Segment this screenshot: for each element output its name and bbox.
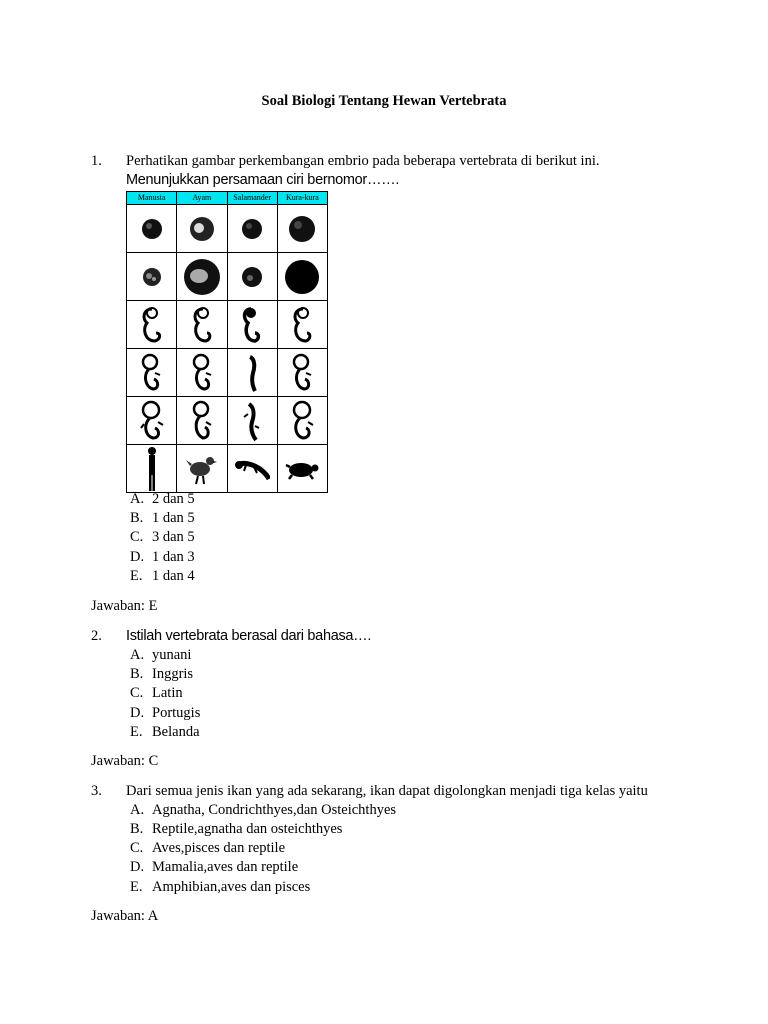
question-2-text: Istilah vertebrata berasal dari bahasa….	[126, 628, 372, 644]
q2-option-c	[130, 684, 183, 703]
embryo-sphere-icon	[284, 259, 320, 295]
embryo-cell	[227, 349, 277, 397]
question-1-text-line2: Menunjukkan persamaan ciri bernomor…….	[126, 172, 400, 188]
embryo-cell	[227, 301, 277, 349]
option-text: Reptile,agnatha dan osteichthyes	[152, 821, 343, 837]
option-letter: C.	[130, 840, 144, 856]
q3-option-b	[130, 820, 342, 839]
embryo-cell	[127, 349, 177, 397]
option-letter: C.	[130, 685, 144, 701]
option-letter: B.	[130, 510, 144, 526]
option-letter: B.	[130, 821, 144, 837]
embryo-cell	[127, 205, 177, 253]
chicken-icon	[185, 452, 219, 486]
fetus-icon	[138, 400, 166, 442]
embryo-cell	[177, 205, 227, 253]
option-text: Portugis	[152, 705, 201, 721]
embryo-sphere-icon	[140, 217, 164, 241]
curled-embryo-icon	[139, 305, 165, 345]
q2-option-e	[130, 723, 200, 742]
option-text: 2 dan 5	[152, 491, 195, 507]
q2-option-d	[130, 704, 200, 723]
option-text: Amphibian,aves dan pisces	[152, 879, 311, 895]
fetus-icon	[241, 400, 263, 442]
q1-option-d	[130, 548, 195, 567]
embryo-cell	[227, 397, 277, 445]
embryo-development-figure	[126, 191, 328, 489]
option-letter: D.	[130, 705, 145, 721]
question-2-number: 2.	[91, 628, 102, 644]
option-text: 1 dan 5	[152, 510, 195, 526]
embryo-cell	[277, 397, 327, 445]
page-title: Soal Biologi Tentang Hewan Vertebrata	[261, 93, 507, 109]
embryo-cell	[177, 349, 227, 397]
curled-embryo-icon	[289, 305, 315, 345]
option-text: Belanda	[152, 724, 200, 740]
curled-embryo-icon	[239, 305, 265, 345]
option-text: Aves,pisces dan reptile	[152, 840, 286, 856]
option-letter: D.	[130, 859, 145, 875]
q2-option-b	[130, 665, 193, 684]
q2-option-a	[130, 646, 191, 665]
q3-option-e	[130, 878, 310, 897]
embryo-sphere-icon	[189, 216, 215, 242]
embryo-sphere-icon	[240, 217, 264, 241]
embryo-icon	[242, 353, 262, 393]
embryo-cell	[177, 301, 227, 349]
embryo-cell	[277, 253, 327, 301]
embryo-cell	[277, 205, 327, 253]
option-text: Inggris	[152, 666, 194, 682]
embryo-sphere-icon	[288, 215, 316, 243]
q1-answer: Jawaban: E	[91, 598, 158, 614]
question-3-number: 3.	[91, 783, 102, 799]
option-text: Agnatha, Condrichthyes,dan Osteichthyes	[152, 802, 397, 818]
q2-answer: Jawaban: C	[91, 753, 159, 769]
question-3-text: Dari semua jenis ikan yang ada sekarang, ikan dapat digolongkan menjadi tiga kelas yaitu	[126, 783, 648, 799]
embryo-cell	[127, 445, 177, 493]
option-letter: A.	[130, 802, 145, 818]
q3-option-a	[130, 801, 396, 820]
human-icon	[144, 446, 160, 492]
option-text: Latin	[152, 685, 183, 701]
turtle-icon	[284, 457, 320, 481]
embryo-cell	[227, 253, 277, 301]
option-text: Mamalia,aves dan reptile	[152, 859, 299, 875]
embryo-cell	[177, 397, 227, 445]
option-letter: B.	[130, 666, 144, 682]
embryo-cell	[177, 253, 227, 301]
option-text: 3 dan 5	[152, 529, 195, 545]
embryo-cell	[277, 301, 327, 349]
table-header: Manusia	[127, 192, 177, 205]
q3-option-d	[130, 858, 298, 877]
option-text: 1 dan 4	[152, 568, 195, 584]
curled-embryo-icon	[189, 305, 215, 345]
embryo-cell	[127, 253, 177, 301]
embryo-sphere-icon	[183, 258, 221, 296]
fetus-icon	[189, 400, 215, 442]
embryo-icon	[189, 353, 215, 393]
embryo-cell	[277, 445, 327, 493]
option-letter: E.	[130, 879, 143, 895]
table-header: Ayam	[177, 192, 227, 205]
option-letter: A.	[130, 647, 145, 663]
embryo-cell	[177, 445, 227, 493]
embryo-sphere-icon	[240, 265, 264, 289]
embryo-cell	[227, 205, 277, 253]
option-letter: D.	[130, 549, 145, 565]
q3-option-c	[130, 839, 285, 858]
q1-option-e	[130, 567, 195, 586]
table-header: Salamander	[227, 192, 277, 205]
embryo-cell	[277, 349, 327, 397]
embryo-cell	[227, 445, 277, 493]
question-1-number: 1.	[91, 153, 102, 169]
option-letter: C.	[130, 529, 144, 545]
embryo-sphere-icon	[141, 266, 163, 288]
embryo-cell	[127, 397, 177, 445]
embryo-cell	[127, 301, 177, 349]
embryo-icon	[289, 353, 315, 393]
option-letter: A.	[130, 491, 145, 507]
table-header: Kura-kura	[277, 192, 327, 205]
option-letter: E.	[130, 568, 143, 584]
embryo-icon	[139, 353, 165, 393]
option-letter: E.	[130, 724, 143, 740]
q1-option-a	[130, 490, 195, 509]
question-1-text: Perhatikan gambar perkembangan embrio pada beberapa vertebrata di berikut ini.	[126, 153, 600, 169]
q1-option-b	[130, 509, 195, 528]
q3-answer: Jawaban: A	[91, 908, 159, 924]
fetus-icon	[288, 400, 316, 442]
option-text: 1 dan 3	[152, 549, 195, 565]
salamander-icon	[234, 457, 270, 481]
q1-option-c	[130, 528, 195, 547]
option-text: yunani	[152, 647, 192, 663]
